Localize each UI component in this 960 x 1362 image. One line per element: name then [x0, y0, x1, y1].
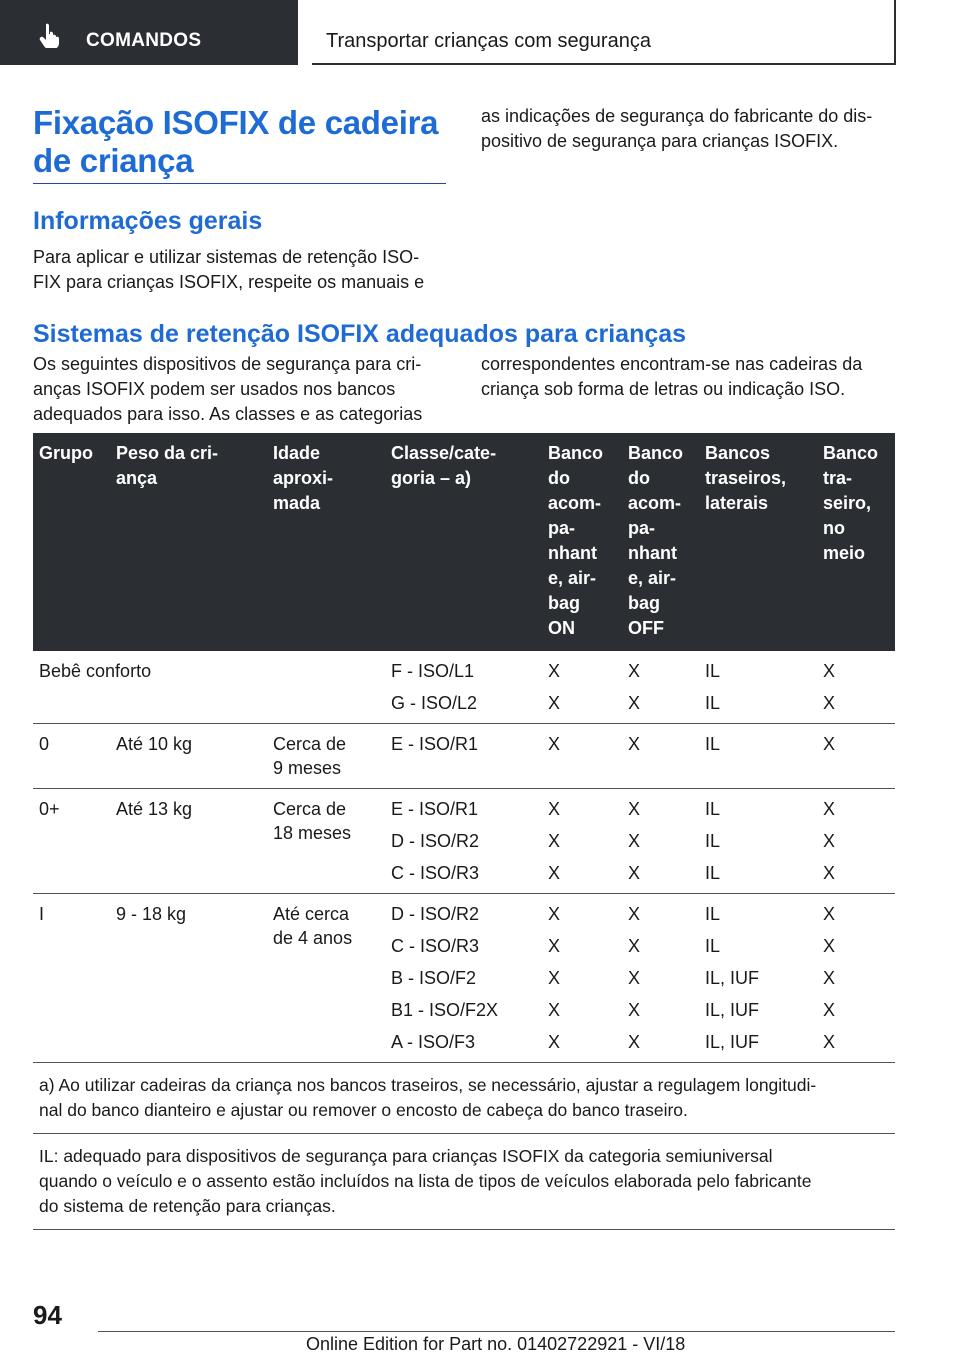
header-line: OFF	[628, 618, 664, 638]
table-header-cell	[110, 433, 267, 651]
rear-lateral-cell	[699, 894, 817, 1063]
rear-middle-cell-value: X	[823, 831, 836, 851]
table-header-cell	[542, 433, 622, 651]
header-line: nhant	[548, 543, 597, 563]
group-cell: 0+	[33, 789, 110, 894]
rear-lateral-cell	[699, 651, 817, 724]
age-cell	[267, 894, 385, 1063]
header-line: traseiros,	[705, 468, 787, 488]
rear-middle-cell-value: X	[823, 968, 836, 988]
page-title-line: Fixação ISOFIX de cadeira	[33, 104, 439, 141]
header-line: ança	[116, 468, 158, 488]
table-row	[33, 789, 895, 894]
footer-edition: Online Edition for Part no. 01402722921 - VI/18	[306, 1334, 686, 1354]
header-line: Bancos	[705, 443, 771, 463]
header-line: no	[823, 518, 845, 538]
class-cell-value: G - ISO/L2	[391, 693, 478, 713]
text-line: criança sob forma de letras ou indicação ISO.	[481, 379, 846, 399]
header-line: Classe/cate-	[391, 443, 497, 463]
note-line: a) Ao utilizar cadeiras da criança nos bancos traseiros, se necessário, ajustar a regulagem longitudi-	[39, 1075, 817, 1095]
note-line: nal do banco dianteiro e ajustar ou remover o encosto de cabeça do banco traseiro.	[39, 1100, 688, 1120]
airbag-on-cell-value: X	[548, 693, 561, 713]
airbag-on-cell-value: X	[548, 936, 561, 956]
class-cell	[385, 894, 542, 1063]
airbag-on-cell-value: X	[548, 1000, 561, 1020]
header-line: Banco	[628, 443, 684, 463]
rear-middle-cell-value: X	[823, 863, 836, 883]
weight-cell: Até 10 kg	[110, 724, 267, 789]
text-line: FIX para crianças ISOFIX, respeite os manuais e	[33, 272, 425, 292]
text-line: adequados para isso. As classes e as categorias	[33, 404, 423, 424]
airbag-on-cell-value: X	[548, 1032, 561, 1052]
table-header-cell	[817, 433, 895, 651]
footer-divider	[98, 1331, 895, 1332]
rear-lateral-cell	[699, 724, 817, 789]
header-line: Grupo	[39, 443, 93, 463]
general-heading: Informações gerais	[33, 207, 263, 235]
class-cell	[385, 651, 542, 724]
rear-lateral-cell	[699, 789, 817, 894]
header-line: pa-	[548, 518, 575, 538]
header-line: e, air-	[628, 568, 677, 588]
airbag-on-cell-value: X	[548, 831, 561, 851]
header-line: acom-	[548, 493, 602, 513]
hand-pointer-icon	[38, 22, 64, 48]
table-note	[33, 1063, 895, 1134]
airbag-on-cell	[542, 724, 622, 789]
airbag-off-cell-value: X	[628, 831, 641, 851]
header-line: laterais	[705, 493, 769, 513]
header-line: ON	[548, 618, 575, 638]
rear-middle-cell	[817, 894, 895, 1063]
systems-text-right	[481, 352, 901, 402]
page-title-line: de criança	[33, 142, 194, 179]
group-cell: Bebê conforto	[33, 651, 385, 724]
group-cell: 0	[33, 724, 110, 789]
header-line: bag	[548, 593, 581, 613]
airbag-on-cell	[542, 789, 622, 894]
rear-lateral-cell-value: IL	[705, 863, 721, 883]
airbag-off-cell-value: X	[628, 968, 641, 988]
section-label: COMANDOS	[86, 30, 202, 51]
airbag-on-cell-value: X	[548, 661, 561, 681]
airbag-off-cell-value: X	[628, 693, 641, 713]
rear-lateral-cell-value: IL, IUF	[705, 1032, 760, 1052]
table-header-cell	[33, 433, 110, 651]
header-line: nhant	[628, 543, 677, 563]
text-line: Para aplicar e utilizar sistemas de retenção ISO-	[33, 247, 420, 267]
table-header-row	[33, 433, 895, 651]
rear-lateral-cell-value: IL	[705, 661, 721, 681]
isofix-table	[33, 433, 895, 1230]
class-cell	[385, 789, 542, 894]
table-header-cell	[267, 433, 385, 651]
header-line: goria – a)	[391, 468, 472, 488]
age-line: Até cerca	[273, 904, 350, 924]
text-line: anças ISOFIX podem ser usados nos bancos	[33, 379, 396, 399]
header-line: e, air-	[548, 568, 597, 588]
text-line: correspondentes encontram-se nas cadeiras da	[481, 354, 863, 374]
class-cell-value: E - ISO/R1	[391, 799, 479, 819]
rear-middle-cell-value: X	[823, 1000, 836, 1020]
age-line: Cerca de	[273, 734, 347, 754]
rear-lateral-cell-value: IL	[705, 936, 721, 956]
airbag-off-cell-value: X	[628, 661, 641, 681]
header-line: Idade	[273, 443, 321, 463]
note-line: quando o veículo e o assento estão incluídos na lista de tipos de veículos elaborada pelo fabricante	[39, 1171, 812, 1191]
rear-lateral-cell-value: IL	[705, 831, 721, 851]
systems-text-left	[33, 352, 463, 427]
rear-middle-cell-value: X	[823, 1032, 836, 1052]
table-header-cell	[699, 433, 817, 651]
rear-lateral-cell-value: IL	[705, 734, 721, 754]
class-cell-value: E - ISO/R1	[391, 734, 479, 754]
rear-lateral-cell-value: IL, IUF	[705, 1000, 760, 1020]
chapter-title: Transportar crianças com segurança	[326, 30, 651, 52]
airbag-off-cell	[622, 651, 699, 724]
airbag-on-cell	[542, 894, 622, 1063]
table-row	[33, 724, 895, 789]
header-line: seiro,	[823, 493, 872, 513]
general-text-left	[33, 245, 453, 295]
header-line: do	[628, 468, 650, 488]
text-line: as indicações de segurança do fabricante do dis-	[481, 106, 873, 126]
table-header-cell	[622, 433, 699, 651]
class-cell-value: B - ISO/F2	[391, 968, 477, 988]
text-line: positivo de segurança para crianças ISOFIX.	[481, 131, 839, 151]
rear-middle-cell-value: X	[823, 936, 836, 956]
header-line: do	[548, 468, 570, 488]
header-line: Banco	[823, 443, 879, 463]
airbag-on-cell-value: X	[548, 734, 561, 754]
table-note-row	[33, 1063, 895, 1134]
header-line: acom-	[628, 493, 682, 513]
header-line: mada	[273, 493, 321, 513]
weight-cell: 9 - 18 kg	[110, 894, 267, 1063]
airbag-off-cell-value: X	[628, 936, 641, 956]
airbag-on-cell-value: X	[548, 863, 561, 883]
airbag-off-cell	[622, 724, 699, 789]
header-line: tra-	[823, 468, 853, 488]
rear-middle-cell	[817, 651, 895, 724]
note-line: do sistema de retenção para crianças.	[39, 1196, 336, 1216]
class-cell-value: D - ISO/R2	[391, 904, 480, 924]
page-number: 94	[33, 1300, 62, 1330]
rear-middle-cell-value: X	[823, 799, 836, 819]
class-cell-value: B1 - ISO/F2X	[391, 1000, 499, 1020]
header-line: bag	[628, 593, 661, 613]
systems-heading: Sistemas de retenção ISOFIX adequados para crianças	[33, 320, 687, 348]
age-line: 18 meses	[273, 823, 352, 843]
airbag-on-cell-value: X	[548, 904, 561, 924]
chapter-header	[312, 0, 896, 65]
table-note-row	[33, 1134, 895, 1230]
table-row	[33, 651, 895, 724]
header-line: Banco	[548, 443, 604, 463]
age-line: Cerca de	[273, 799, 347, 819]
rear-middle-cell-value: X	[823, 904, 836, 924]
class-cell-value: F - ISO/L1	[391, 661, 475, 681]
airbag-off-cell-value: X	[628, 1032, 641, 1052]
class-cell-value: A - ISO/F3	[391, 1032, 476, 1052]
text-line: Os seguintes dispositivos de segurança para cri-	[33, 354, 422, 374]
note-line: IL: adequado para dispositivos de segurança para crianças ISOFIX da categoria semiuniversal	[39, 1146, 773, 1166]
weight-cell: Até 13 kg	[110, 789, 267, 894]
airbag-off-cell	[622, 789, 699, 894]
class-cell-value: D - ISO/R2	[391, 831, 480, 851]
airbag-off-cell	[622, 894, 699, 1063]
age-line: 9 meses	[273, 758, 342, 778]
airbag-off-cell-value: X	[628, 734, 641, 754]
airbag-on-cell-value: X	[548, 968, 561, 988]
page-title	[33, 104, 453, 180]
rear-middle-cell-value: X	[823, 661, 836, 681]
class-cell	[385, 724, 542, 789]
rear-middle-cell	[817, 789, 895, 894]
table-header-cell	[385, 433, 542, 651]
rear-lateral-cell-value: IL	[705, 904, 721, 924]
group-cell: I	[33, 894, 110, 1063]
class-cell-value: C - ISO/R3	[391, 863, 480, 883]
table-note	[33, 1134, 895, 1230]
age-line: de 4 anos	[273, 928, 353, 948]
airbag-on-cell	[542, 651, 622, 724]
rear-middle-cell-value: X	[823, 734, 836, 754]
airbag-off-cell-value: X	[628, 904, 641, 924]
age-cell	[267, 724, 385, 789]
airbag-off-cell-value: X	[628, 799, 641, 819]
header-line: meio	[823, 543, 866, 563]
class-cell-value: C - ISO/R3	[391, 936, 480, 956]
rear-middle-cell	[817, 724, 895, 789]
rear-lateral-cell-value: IL, IUF	[705, 968, 760, 988]
header-line: Peso da cri-	[116, 443, 219, 463]
airbag-off-cell-value: X	[628, 863, 641, 883]
table-row	[33, 894, 895, 1063]
rear-lateral-cell-value: IL	[705, 799, 721, 819]
header-line: aproxi-	[273, 468, 334, 488]
general-text-right	[481, 104, 901, 154]
rear-middle-cell-value: X	[823, 693, 836, 713]
age-cell	[267, 789, 385, 894]
section-tab	[0, 0, 298, 65]
header-line: pa-	[628, 518, 655, 538]
airbag-on-cell-value: X	[548, 799, 561, 819]
airbag-off-cell-value: X	[628, 1000, 641, 1020]
title-divider	[33, 183, 446, 184]
rear-lateral-cell-value: IL	[705, 693, 721, 713]
